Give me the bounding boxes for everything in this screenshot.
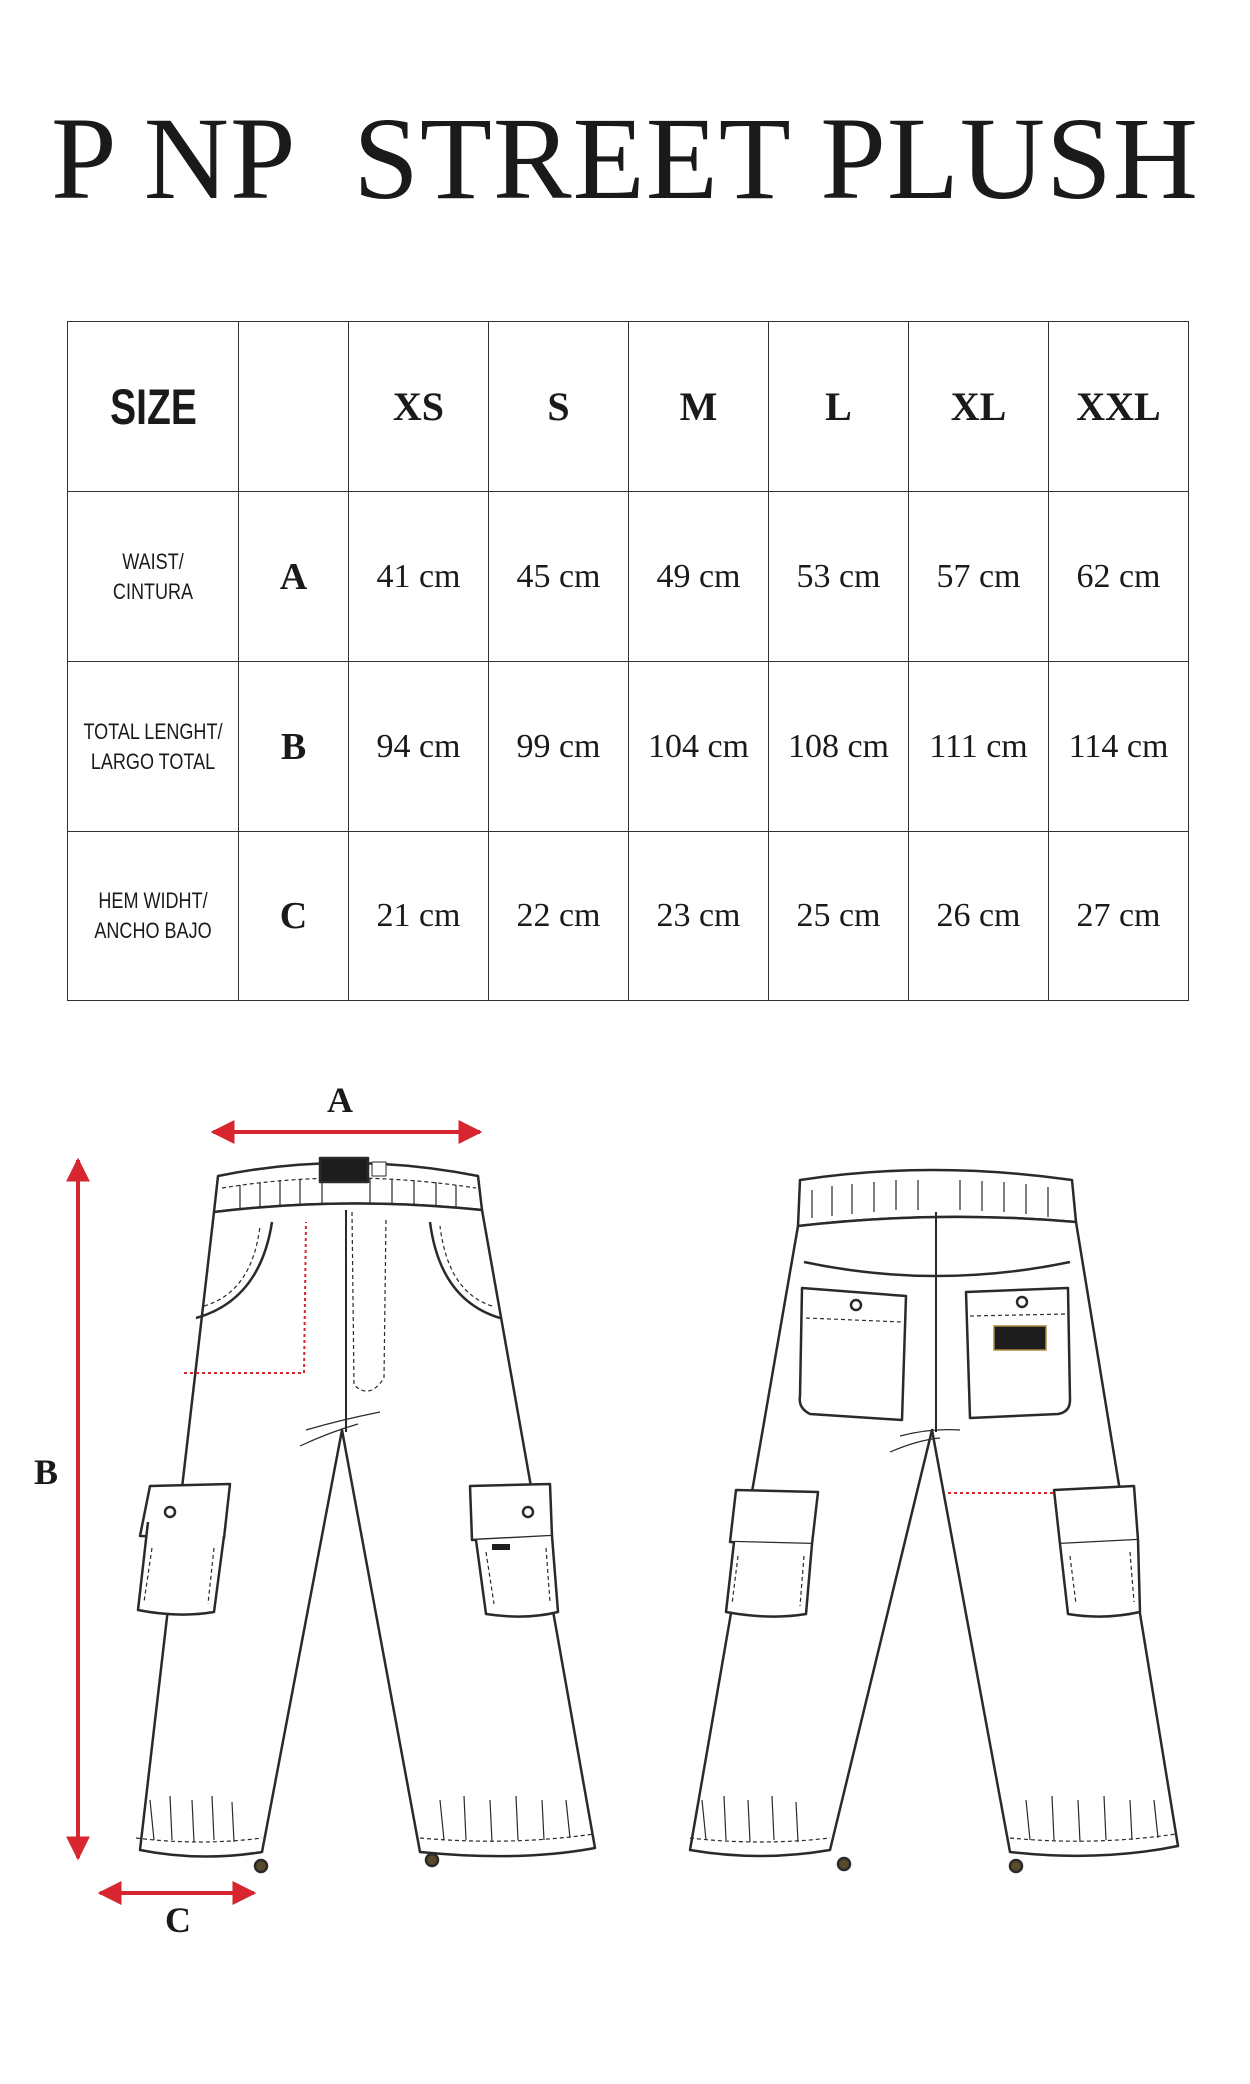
table-cell: 53 cm xyxy=(769,492,909,662)
table-header-row xyxy=(68,322,1189,492)
table-cell: 114 cm xyxy=(1049,662,1189,832)
row-label: WAIST/ CINTURA xyxy=(68,492,239,662)
table-cell: 104 cm xyxy=(629,662,769,832)
row-letter: C xyxy=(239,832,349,1001)
pants-diagram xyxy=(0,1040,1250,1940)
table-cell: 22 cm xyxy=(489,832,629,1001)
table-cell: 23 cm xyxy=(629,832,769,1001)
table-cell: 25 cm xyxy=(769,832,909,1001)
size-chart-table xyxy=(67,321,1189,1001)
row-letter: B xyxy=(239,662,349,832)
table-row-waist xyxy=(68,492,1189,662)
table-cell: 21 cm xyxy=(349,832,489,1001)
pants-front-view xyxy=(136,1158,595,1872)
table-cell: 94 cm xyxy=(349,662,489,832)
table-cell: 27 cm xyxy=(1049,832,1189,1001)
dimension-label-b: B xyxy=(33,1452,59,1492)
dimension-label-a: A xyxy=(327,1080,353,1120)
table-row-hem xyxy=(68,832,1189,1001)
dimension-label-c: C xyxy=(165,1900,191,1940)
table-cell: 108 cm xyxy=(769,662,909,832)
table-cell: 45 cm xyxy=(489,492,629,662)
table-cell: 62 cm xyxy=(1049,492,1189,662)
page-title: P NP STREET PLUSH xyxy=(51,93,1199,224)
size-column-xxl: XXL xyxy=(1049,322,1189,492)
table-cell: 26 cm xyxy=(909,832,1049,1001)
table-cell: 49 cm xyxy=(629,492,769,662)
table-cell: 57 cm xyxy=(909,492,1049,662)
row-label: HEM WIDHT/ ANCHO BAJO xyxy=(68,832,239,1001)
table-row-length xyxy=(68,662,1189,832)
size-column-l: L xyxy=(769,322,909,492)
table-cell: 111 cm xyxy=(909,662,1049,832)
table-cell: 41 cm xyxy=(349,492,489,662)
size-column-xl: XL xyxy=(909,322,1049,492)
pants-back-view xyxy=(690,1170,1178,1872)
size-column-s: S xyxy=(489,322,629,492)
table-cell: 99 cm xyxy=(489,662,629,832)
size-column-m: M xyxy=(629,322,769,492)
empty-header-cell xyxy=(239,322,349,492)
size-column-xs: XS xyxy=(349,322,489,492)
row-letter: A xyxy=(239,492,349,662)
size-header: SIZE xyxy=(86,322,219,492)
row-label: TOTAL LENGHT/ LARGO TOTAL xyxy=(68,662,239,832)
